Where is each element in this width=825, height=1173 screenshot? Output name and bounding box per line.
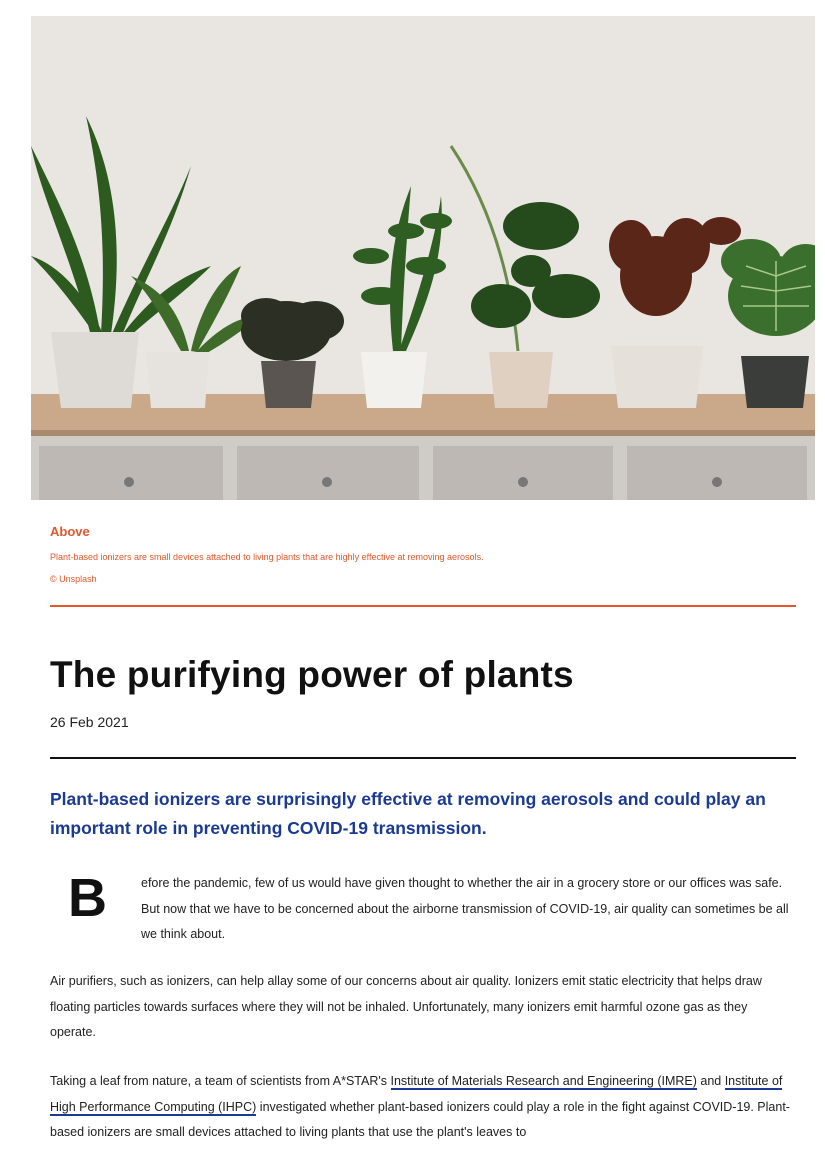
figure-caption (50, 524, 796, 584)
paragraph-3-end: investigated whether plant-based ionizers could play a role in the fight against COVID-19. Plant-based ionizers are small devices attached to living plants that use the plant's leaves to (50, 1099, 790, 1139)
ihpc-link[interactable]: Institute of High Performance Computing (IHPC) (50, 1074, 783, 1114)
caption-label: Above (50, 524, 90, 539)
title-divider (50, 757, 796, 759)
paragraph-1: efore the pandemic, few of us would have given thought to whether the air in a grocery store or our offices was safe. But now that we have to be concerned about the airborne transmission of COVID-19, air quality can sometimes be all we think about. (141, 876, 789, 941)
imre-link[interactable]: Institute of Materials Research and Engineering (IMRE) (390, 1074, 697, 1088)
plants-photo (31, 16, 815, 500)
hero-image (31, 16, 815, 500)
photo-credit: © Unsplash (50, 574, 97, 584)
paragraph-2: Air purifiers, such as ionizers, can help allay some of our concerns about air quality. Ionizers emit static electricity that helps draw floating particles towards surfaces where they will not be inhaled. Unfortunately, many ionizers emit harmful ozone gas as they operate. (50, 974, 762, 1039)
paragraph-3-mid: and (696, 1074, 725, 1088)
drop-cap: B (68, 868, 107, 928)
article-lede: Plant-based ionizers are surprisingly effective at removing aerosols and could play an important role in preventing COVID-19 transmission. (50, 789, 766, 838)
article-title: The purifying power of plants (50, 654, 574, 695)
paragraph-3-start: Taking a leaf from nature, a team of scientists from A*STAR's (50, 1074, 391, 1088)
caption-text: Plant-based ionizers are small devices attached to living plants that are highly effective at removing aerosols. (50, 552, 484, 562)
publish-date: 26 Feb 2021 (50, 714, 129, 730)
paragraph-3 (50, 1069, 796, 1146)
caption-divider (50, 605, 796, 607)
